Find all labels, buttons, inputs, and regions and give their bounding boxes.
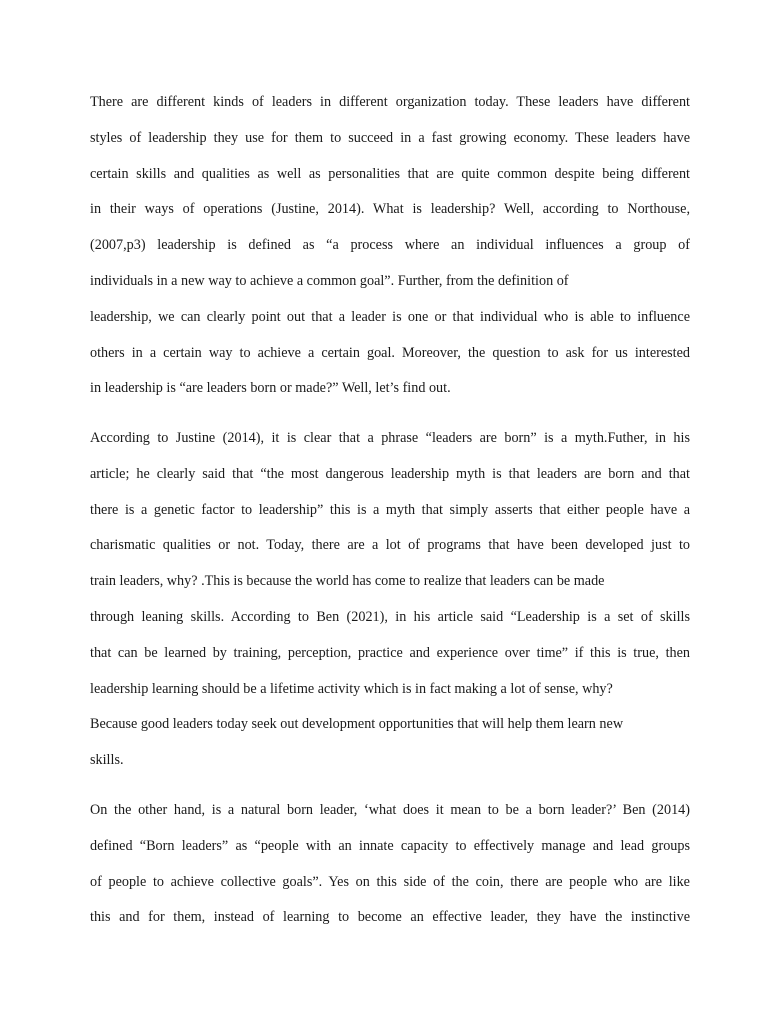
text-line: There are different kinds of leaders in different organization today. These leaders have different	[90, 94, 690, 110]
text-line: On the other hand, is a natural born leader, ‘what does it mean to be a born leader?’ Ben (2014)	[90, 802, 690, 818]
text-line: this and for them, instead of learning to become an effective leader, they have the instinctive	[90, 909, 690, 926]
text-line: there is a genetic factor to leadership” this is a myth that simply asserts that either people have a	[90, 501, 690, 518]
text-line: others in a certain way to achieve a certain goal. Moreover, the question to ask for us interested	[90, 344, 690, 361]
text-line: individuals in a new way to achieve a common goal”. Further, from the definition of	[90, 272, 569, 289]
text-line: skills.	[90, 752, 124, 769]
text-line: in leadership is “are leaders born or made?” Well, let’s find out.	[90, 380, 451, 397]
text-line: of people to achieve collective goals”. Yes on this side of the coin, there are people who are like	[90, 873, 690, 890]
text-line: that can be learned by training, perception, practice and experience over time” if this is true, then	[90, 644, 690, 661]
text-line: leadership learning should be a lifetime activity which is in fact making a lot of sense, why?	[90, 680, 613, 697]
text-line: (2007,p3) leadership is defined as “a process where an individual influences a group of	[90, 237, 690, 254]
text-line: charismatic qualities or not. Today, there are a lot of programs that have been developed just to	[90, 537, 690, 554]
text-line: defined “Born leaders” as “people with an innate capacity to effectively manage and lead groups	[90, 837, 690, 854]
text-line: article; he clearly said that “the most dangerous leadership myth is that leaders are born and that	[90, 465, 690, 482]
text-line: styles of leadership they use for them to succeed in a fast growing economy. These leaders have	[90, 129, 690, 146]
text-line: train leaders, why? .This is because the world has come to realize that leaders can be made	[90, 573, 605, 590]
text-line: Because good leaders today seek out development opportunities that will help them learn new	[90, 716, 624, 733]
paragraph-1	[90, 85, 690, 407]
text-line: According to Justine (2014), it is clear that a phrase “leaders are born” is a myth.Futher, in his	[90, 430, 690, 446]
text-line: in their ways of operations (Justine, 2014). What is leadership? Well, according to Northouse,	[90, 201, 690, 218]
text-line: leadership, we can clearly point out that a leader is one or that individual who is able to influence	[90, 308, 690, 325]
paragraph-3	[90, 793, 690, 936]
text-line: through leaning skills. According to Ben (2021), in his article said “Leadership is a set of skills	[90, 608, 690, 625]
text-line: certain skills and qualities as well as personalities that are quite common despite being different	[90, 165, 690, 182]
paragraph-2	[90, 421, 690, 779]
